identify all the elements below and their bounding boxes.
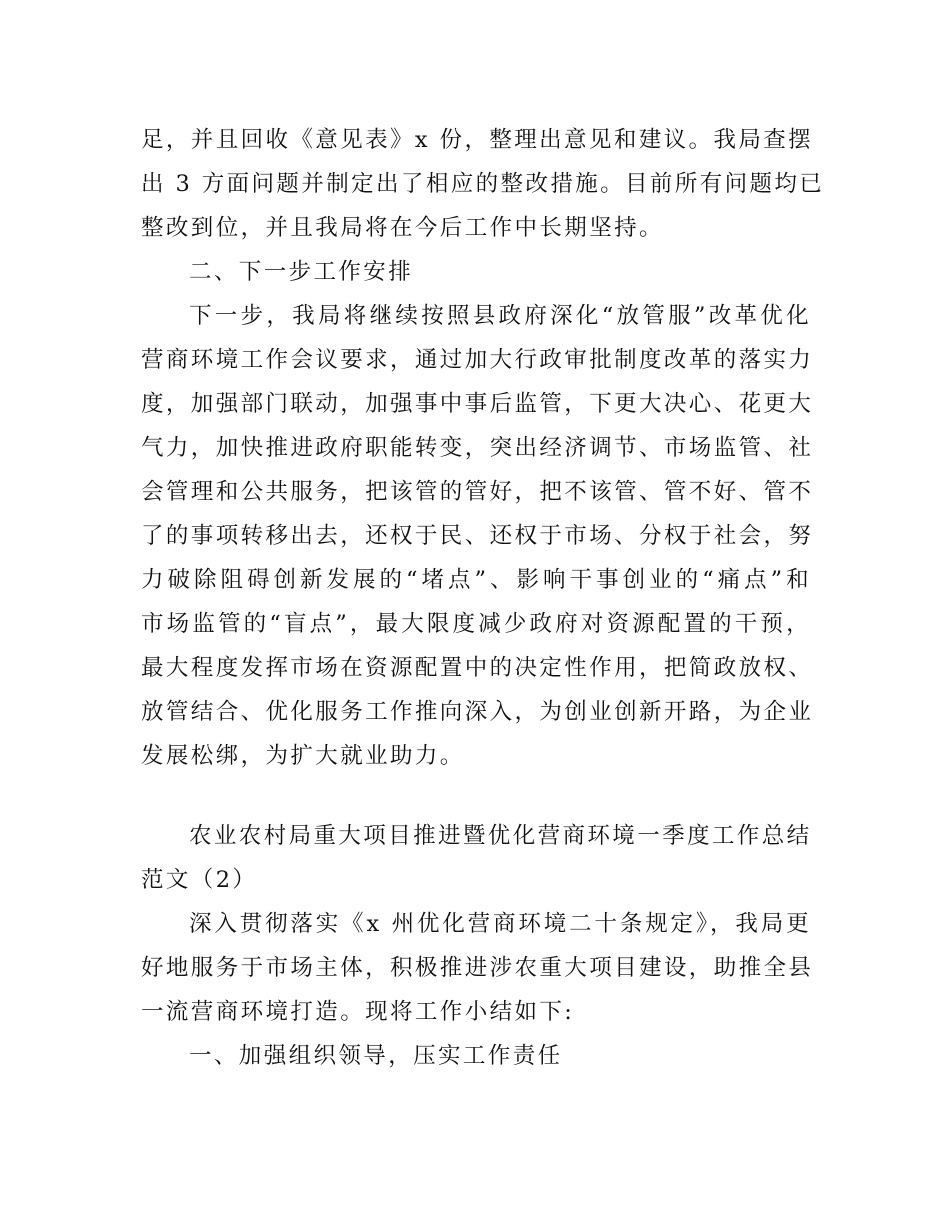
paragraph-line: 下一步，我局将继续按照县政府深化“放管服”改革优化 xyxy=(189,303,811,329)
paragraph-line: 了的事项转移出去，还权于民、还权于市场、分权于社会，努 xyxy=(141,523,814,549)
paragraph-line: 整改到位，并且我局将在今后工作中长期坚持。 xyxy=(141,215,664,241)
paragraph-line: 营商环境工作会议要求，通过加大行政审批制度改革的落实力 xyxy=(141,347,814,373)
paragraph-line: 会管理和公共服务，把该管的管好，把不该管、管不好、管不 xyxy=(141,479,814,505)
paragraph-line: 发展松绑，为扩大就业助力。 xyxy=(141,743,465,769)
paragraph-line: 一流营商环境打造。现将工作小结如下: xyxy=(141,999,575,1025)
paragraph-line: 力破除阻碍创新发展的“堵点”、影响干事创业的“痛点”和 xyxy=(141,567,811,593)
paragraph-line: 最大程度发挥市场在资源配置中的决定性作用，把简政放权、 xyxy=(141,655,814,681)
paragraph-line: 出 3 方面问题并制定出了相应的整改措施。目前所有问题均已 xyxy=(141,171,825,197)
paragraph-line: 放管结合、优化服务工作推向深入，为创业创新开路，为企业 xyxy=(141,699,814,725)
article-title: 农业农村局重大项目推进暨优化营商环境一季度工作总结 xyxy=(189,823,812,849)
paragraph-line: 深入贯彻落实《x 州优化营商环境二十条规定》，我局更 xyxy=(189,911,811,937)
paragraph-line: 市场监管的“盲点”，最大限度减少政府对资源配置的干预， xyxy=(141,611,811,637)
section-heading: 二、下一步工作安排 xyxy=(189,259,414,285)
paragraph-line: 好地服务于市场主体，积极推进涉农重大项目建设，助推全县 xyxy=(141,955,814,981)
paragraph-line: 度，加强部门联动，加强事中事后监管，下更大决心、花更大 xyxy=(141,391,814,417)
article-title: 范文（2） xyxy=(141,867,258,893)
paragraph-line: 足，并且回收《意见表》x 份，整理出意见和建议。我局查摆 xyxy=(141,127,814,153)
section-heading: 一、加强组织领导，压实工作责任 xyxy=(189,1043,563,1069)
paragraph-line: 气力，加快推进政府职能转变，突出经济调节、市场监管、社 xyxy=(141,435,814,461)
